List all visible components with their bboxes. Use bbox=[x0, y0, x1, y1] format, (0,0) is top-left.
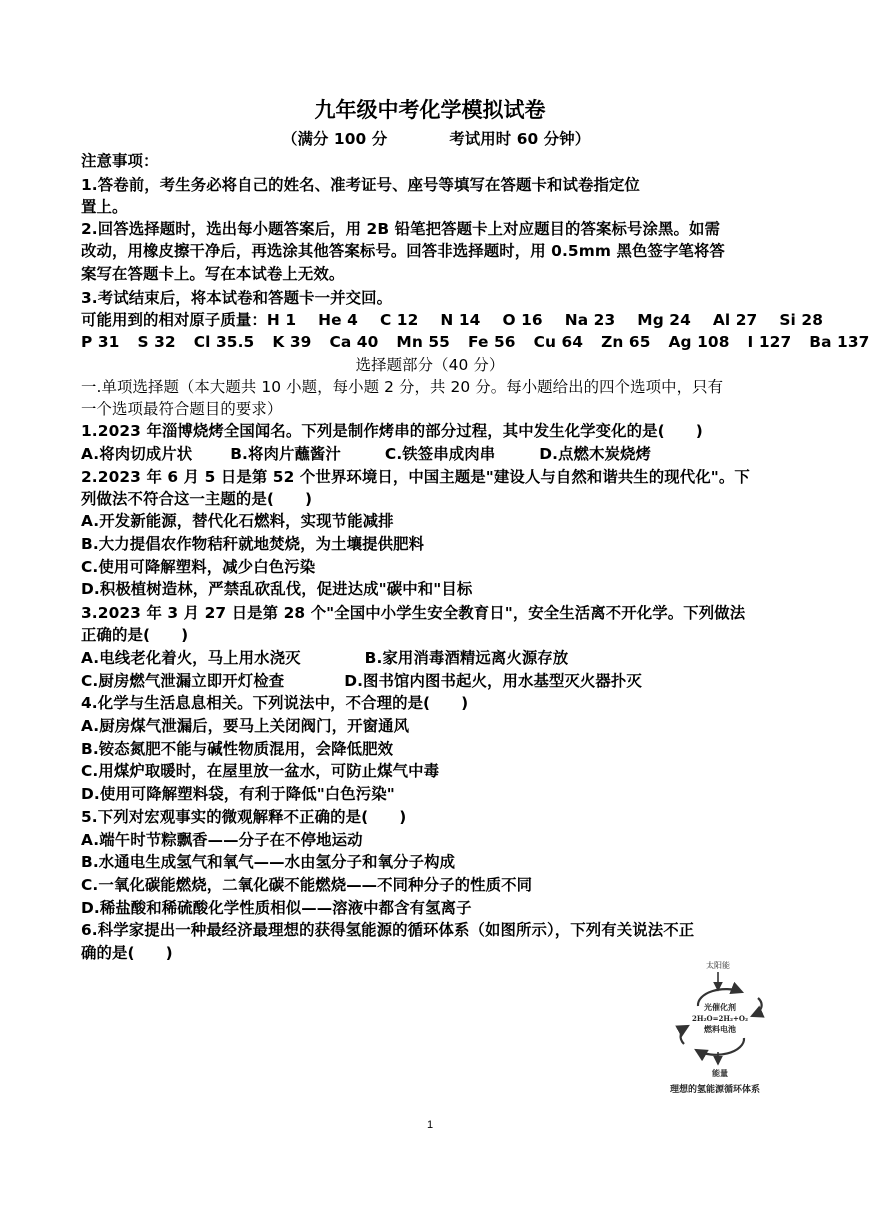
question-4-option-d: D.使用可降解塑料袋，有利于降低"白色污染" bbox=[81, 785, 395, 803]
question-1-stem: 1.2023 年淄博烧烤全国闻名。下列是制作烤串的部分过程，其中发生化学变化的是( ) bbox=[81, 422, 703, 440]
cycle-arc-lower-left bbox=[681, 1026, 688, 1044]
notice-heading: 注意事项： bbox=[81, 152, 159, 170]
mass-mn: Mn 55 bbox=[396, 333, 450, 351]
mass-c: C 12 bbox=[379, 311, 419, 329]
reaction-equation: 2H₂O=2H₂+O₂ bbox=[691, 1014, 749, 1023]
question-4-option-c: C.用煤炉取暖时，在屋里放一盆水，可防止煤气中毒 bbox=[81, 762, 440, 780]
section-heading: 选择题部分（40 分） bbox=[355, 356, 505, 374]
mass-s: S 32 bbox=[137, 333, 176, 351]
option-a: A.电线老化着火，马上用水浇灭 bbox=[81, 649, 301, 667]
option-c: C.厨房燃气泄漏立即开灯检查 bbox=[81, 672, 285, 690]
question-5-option-c: C.一氧化碳能燃烧，二氧化碳不能燃烧——不同种分子的性质不同 bbox=[81, 876, 533, 894]
mass-p: P 31 bbox=[81, 333, 120, 351]
atomic-masses-row-1 bbox=[81, 309, 823, 331]
mass-cl: Cl 35.5 bbox=[193, 333, 255, 351]
mass-zn: Zn 65 bbox=[601, 333, 651, 351]
mass-i: I 127 bbox=[747, 333, 792, 351]
mass-al: Al 27 bbox=[712, 311, 758, 329]
question-2-stem: 列做法不符合这一主题的是( ) bbox=[81, 490, 313, 508]
notice-item: 改动，用橡皮擦干净后，再选涂其他答案标号。回答非选择题时，用 0.5mm 黑色签字笔将答 bbox=[81, 242, 725, 260]
question-2-option-a: A.开发新能源，替代化石燃料，实现节能减排 bbox=[81, 512, 394, 530]
cycle-arc-lower-right bbox=[696, 1038, 744, 1055]
question-1-options bbox=[81, 443, 651, 465]
question-5-option-d: D.稀盐酸和稀硫酸化学性质相似——溶液中都含有氢离子 bbox=[81, 899, 472, 917]
mass-n: N 14 bbox=[440, 311, 481, 329]
question-5-option-b: B.水通电生成氢气和氧气——水由氢分子和氧分子构成 bbox=[81, 853, 456, 871]
question-5-stem: 5.下列对宏观事实的微观解释不正确的是( ) bbox=[81, 808, 407, 826]
question-4-option-b: B.铵态氮肥不能与碱性物质混用，会降低肥效 bbox=[81, 740, 394, 758]
option-d: D.图书馆内图书起火，用水基型灭火器扑灭 bbox=[344, 672, 642, 690]
notice-item: 2.回答选择题时，选出每小题答案后，用 2B 铅笔把答题卡上对应题目的答案标号涂黑。如需 bbox=[81, 220, 720, 238]
question-3-stem: 正确的是( ) bbox=[81, 626, 189, 644]
mass-o: O 16 bbox=[502, 311, 543, 329]
cycle-arc-upper-right bbox=[752, 998, 762, 1016]
fuel-cell-label: 燃料电池 bbox=[704, 1025, 736, 1034]
part-title: 一个选项最符合题目的要求） bbox=[81, 400, 283, 418]
mass-cu: Cu 64 bbox=[533, 333, 584, 351]
option-b: B.将肉片蘸酱汁 bbox=[230, 445, 341, 463]
mass-ca: Ca 40 bbox=[329, 333, 379, 351]
mass-k: K 39 bbox=[272, 333, 312, 351]
notice-item: 3.考试结束后，将本试卷和答题卡一并交回。 bbox=[81, 289, 393, 307]
mass-na: Na 23 bbox=[564, 311, 616, 329]
exam-time: 考试用时 60 分钟） bbox=[449, 130, 591, 148]
option-c: C.铁签串成肉串 bbox=[384, 445, 496, 463]
question-2-stem: 2.2023 年 6 月 5 日是第 52 个世界环境日，中国主题是"建设人与自然和谐共生的现代化"。下 bbox=[81, 468, 750, 486]
notice-item: 案写在答题卡上。写在本试卷上无效。 bbox=[81, 265, 345, 283]
mass-si: Si 28 bbox=[779, 311, 824, 329]
question-3-options-row-2 bbox=[81, 670, 642, 692]
atomic-masses-label: 可能用到的相对原子质量： bbox=[81, 311, 267, 329]
mass-fe: Fe 56 bbox=[467, 333, 516, 351]
question-2-option-c: C.使用可降解塑料，减少白色污染 bbox=[81, 558, 316, 576]
question-4-stem: 4.化学与生活息息相关。下列说法中，不合理的是( ) bbox=[81, 694, 469, 712]
part-title: 一.单项选择题（本大题共 10 小题，每小题 2 分，共 20 分。每小题给出的四个选项中，只有 bbox=[81, 378, 724, 396]
energy-label: 能量 bbox=[712, 1069, 728, 1078]
full-score: （满分 100 分 bbox=[282, 130, 388, 148]
question-4-option-a: A.厨房煤气泄漏后，要马上关闭阀门，开窗通风 bbox=[81, 717, 410, 735]
hydrogen-cycle-figure bbox=[640, 958, 790, 1098]
notice-item: 1.答卷前，考生务必将自己的姓名、准考证号、座号等填写在答题卡和试卷指定位 bbox=[81, 176, 640, 194]
option-b: B.家用消毒酒精远离火源存放 bbox=[364, 649, 569, 667]
option-a: A.将肉切成片状 bbox=[81, 445, 193, 463]
exam-info bbox=[282, 128, 590, 150]
hydrogen-cycle-diagram bbox=[640, 958, 790, 1082]
question-3-stem: 3.2023 年 3 月 27 日是第 28 个"全国中小学生安全教育日"，安全生活离不开化学。下列做法 bbox=[81, 604, 746, 622]
option-d: D.点燃木炭烧烤 bbox=[539, 445, 651, 463]
question-6-stem: 6.科学家提出一种最经济最理想的获得氢能源的循环体系（如图所示），下列有关说法不正 bbox=[81, 921, 695, 939]
figure-caption: 理想的氢能源循环体系 bbox=[669, 1085, 760, 1095]
question-6-stem: 确的是( ) bbox=[81, 944, 173, 962]
page-number: 1 bbox=[426, 1119, 434, 1131]
question-2-option-d: D.积极植树造林，严禁乱砍乱伐，促进达成"碳中和"目标 bbox=[81, 580, 473, 598]
question-3-options-row-1 bbox=[81, 647, 568, 669]
question-2-option-b: B.大力提倡农作物秸秆就地焚烧，为土壤提供肥料 bbox=[81, 535, 425, 553]
mass-mg: Mg 24 bbox=[637, 311, 691, 329]
question-5-option-a: A.端午时节粽飘香——分子在不停地运动 bbox=[81, 831, 363, 849]
sun-energy-label: 太阳能 bbox=[706, 961, 730, 970]
catalyst-label: 光催化剂 bbox=[704, 1003, 736, 1012]
mass-ag: Ag 108 bbox=[668, 333, 730, 351]
mass-h: H 1 bbox=[266, 311, 297, 329]
atomic-masses-row-2 bbox=[81, 331, 869, 353]
exam-title: 九年级中考化学模拟试卷 bbox=[314, 98, 546, 122]
mass-he: He 4 bbox=[318, 311, 358, 329]
mass-ba: Ba 137 bbox=[809, 333, 869, 351]
notice-item: 置上。 bbox=[81, 198, 128, 216]
